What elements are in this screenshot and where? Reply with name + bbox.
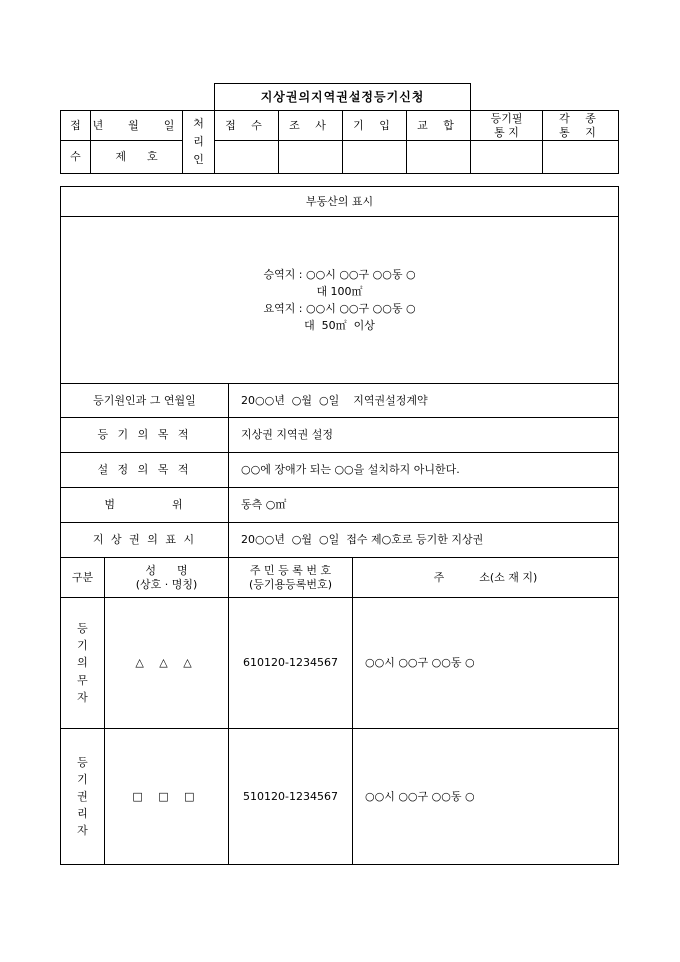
notify-registration-line1: 등기필 [490, 111, 523, 125]
party-id-holder[interactable]: 510120-1234567 [229, 729, 353, 865]
receipt-label-top: 접 [61, 111, 91, 141]
property-line-servient-area: 대 100㎡ [316, 284, 363, 298]
receipt-label-bottom: 수 [61, 141, 91, 174]
field-label-purpose: 등 기 의 목 적 [61, 418, 229, 453]
party-address-holder[interactable]: ○○시 ○○구 ○○동 ○ [353, 729, 619, 865]
party-category-holder [61, 729, 105, 865]
receipt-table [60, 83, 619, 174]
notify-various-line1: 각 종 [559, 111, 602, 125]
parties-header-name-line2: (상호 · 명칭) [135, 577, 198, 591]
obligor-char-2: 기 [77, 639, 88, 653]
notify-various [543, 111, 619, 141]
processing-char-1: 처 [193, 117, 204, 131]
field-label-setting-purpose: 설 정 의 목 적 [61, 453, 229, 488]
step-review: 조 사 [279, 111, 343, 141]
date-label: 년 월 일 [91, 111, 183, 141]
holder-char-4: 리 [77, 807, 88, 821]
application-table [60, 186, 619, 865]
parties-header-name [105, 558, 229, 598]
field-label-cause: 등기원인과 그 연월일 [61, 384, 229, 418]
party-name-obligor[interactable]: △ △ △ [105, 598, 229, 729]
property-description [61, 217, 619, 384]
holder-char-5: 자 [77, 824, 88, 838]
parties-header-id [229, 558, 353, 598]
holder-char-3: 권 [77, 789, 88, 803]
form-title: 지상권의지역권설정등기신청 [215, 84, 471, 111]
notify-registration [471, 111, 543, 141]
parties-header-id-line2: (등기용등록번호) [249, 577, 332, 591]
obligor-char-4: 무 [77, 673, 88, 687]
field-value-setting-purpose[interactable]: ○○에 장애가 되는 ○○을 설치하지 아니한다. [229, 453, 619, 488]
stamp-notify-various[interactable] [543, 141, 619, 174]
party-name-holder[interactable]: □ □ □ [105, 729, 229, 865]
stamp-review[interactable] [279, 141, 343, 174]
stamp-check[interactable] [407, 141, 471, 174]
parties-header-address: 주 소(소 재 지) [353, 558, 619, 598]
stamp-entry[interactable] [343, 141, 407, 174]
party-category-obligor [61, 598, 105, 729]
field-label-scope: 범 위 [61, 488, 229, 523]
party-id-obligor[interactable]: 610120-1234567 [229, 598, 353, 729]
holder-char-1: 등 [77, 755, 88, 769]
property-line-dominant-area: 대 50㎡ 이상 [304, 319, 375, 333]
property-line-dominant: 요역지 : ○○시 ○○구 ○○동 ○ [263, 302, 416, 315]
field-value-purpose[interactable]: 지상권 지역권 설정 [229, 418, 619, 453]
party-address-obligor[interactable]: ○○시 ○○구 ○○동 ○ [353, 598, 619, 729]
obligor-char-5: 자 [77, 690, 88, 704]
field-value-scope[interactable]: 동측 ○㎡ [229, 488, 619, 523]
property-line-servient: 승역지 : ○○시 ○○구 ○○동 ○ [263, 267, 416, 281]
field-value-superficies[interactable]: 20○○년 ○월 ○일 접수 제○호로 등기한 지상권 [229, 523, 619, 558]
stamp-receipt[interactable] [215, 141, 279, 174]
processing-char-2: 리 [193, 135, 204, 149]
holder-char-2: 기 [77, 772, 88, 786]
processing-char-3: 인 [193, 152, 204, 166]
notify-various-line2: 통 지 [559, 125, 602, 139]
obligor-char-3: 의 [77, 656, 88, 670]
notify-registration-line2: 통 지 [494, 125, 519, 139]
step-receipt: 접 수 [215, 111, 279, 141]
field-label-superficies: 지 상 권 의 표 시 [61, 523, 229, 558]
property-header: 부동산의 표시 [61, 187, 619, 217]
parties-header-name-line1: 성 명 [145, 563, 188, 577]
field-value-cause[interactable]: 20○○년 ○월 ○일 지역권설정계약 [229, 384, 619, 418]
obligor-char-1: 등 [77, 622, 88, 636]
step-entry: 기 입 [343, 111, 407, 141]
stamp-notify-registration[interactable] [471, 141, 543, 174]
number-label: 제 호 [91, 141, 183, 174]
parties-header-category: 구분 [61, 558, 105, 598]
processing-label [183, 111, 215, 174]
step-check: 교 합 [407, 111, 471, 141]
parties-header-id-line1: 주 민 등 록 번 호 [249, 563, 332, 577]
